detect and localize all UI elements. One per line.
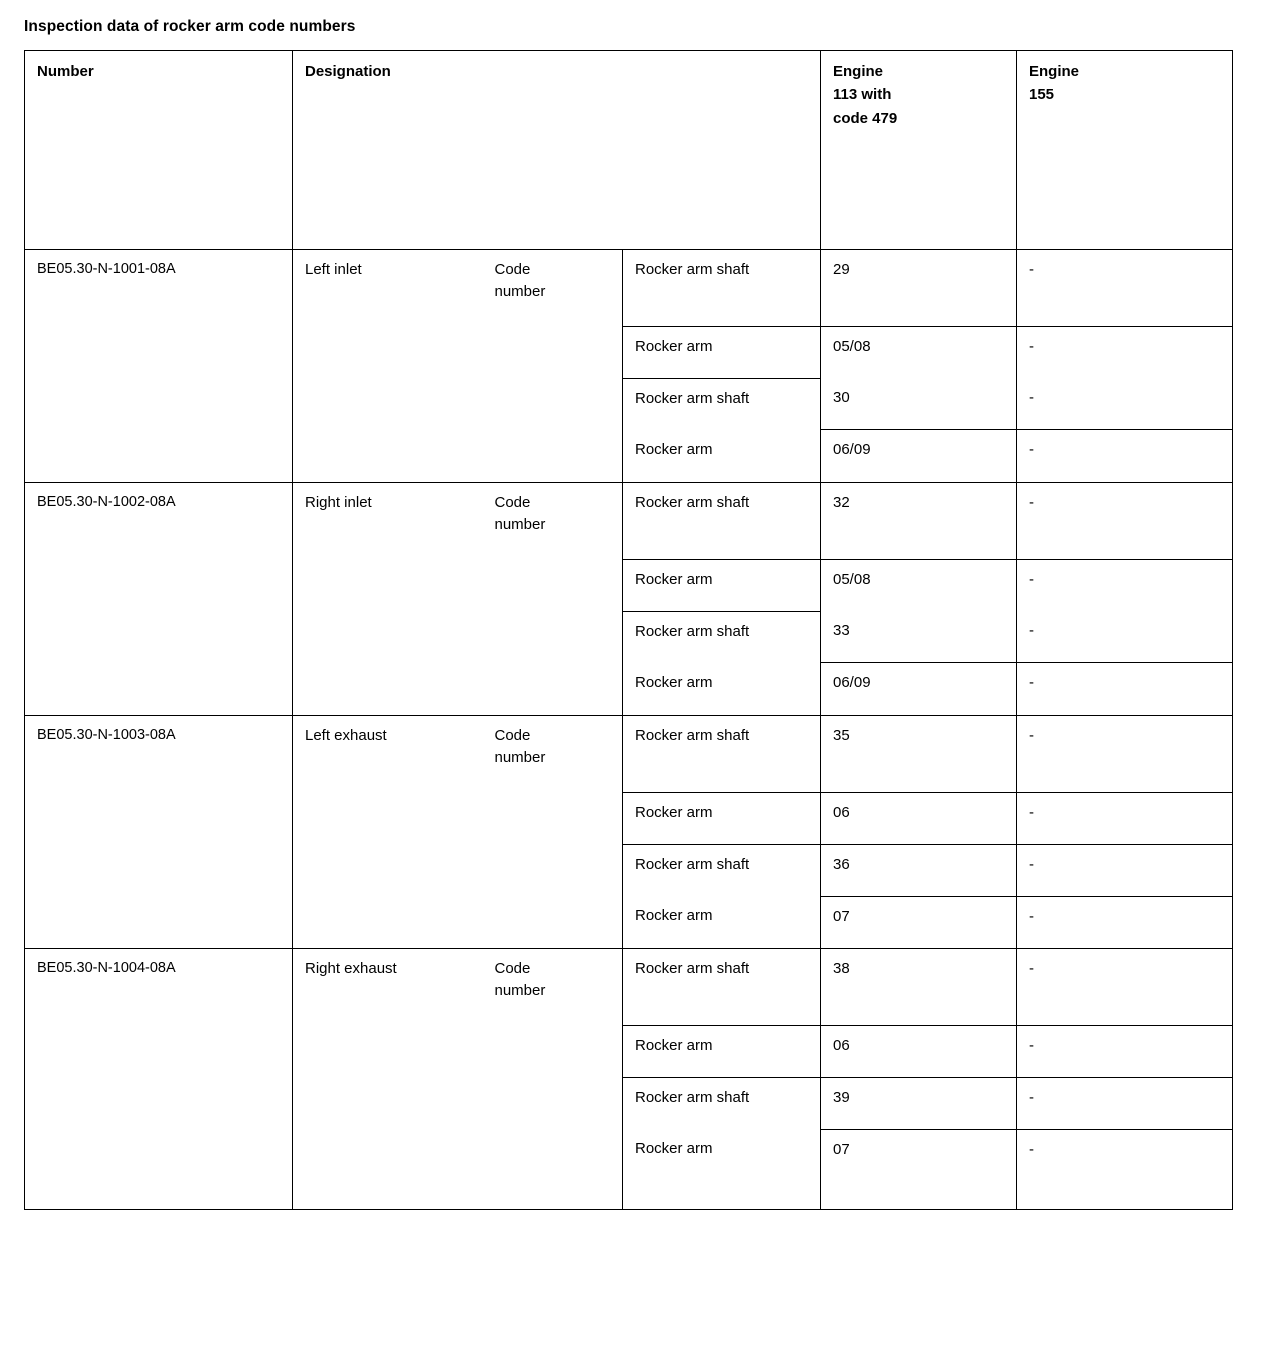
number-value: BE05.30-N-1003-08A (37, 727, 176, 743)
engine-113-value: 29 (833, 261, 850, 278)
engine-113-value: 06/09 (833, 441, 871, 458)
engine-155-value: - (1029, 441, 1034, 458)
part-name: Rocker arm shaft (635, 960, 750, 977)
part-row (623, 430, 820, 482)
cell-designation (293, 250, 483, 483)
engine-113-value: 33 (833, 622, 850, 639)
part-row (623, 949, 820, 1025)
header-label-designation: Designation (305, 63, 391, 80)
part-row (623, 250, 820, 326)
value-row (821, 896, 1016, 948)
part-row (623, 1025, 820, 1077)
value-row (821, 1077, 1016, 1129)
part-row (623, 1129, 820, 1181)
cell-engine-155-values (1017, 250, 1233, 483)
value-row (1017, 1129, 1232, 1181)
header-label-engine-113-line3: code 479 (833, 109, 898, 127)
table-group-row (25, 250, 1233, 483)
cell-engine-113-values (821, 716, 1017, 949)
part-row (623, 559, 820, 611)
header-label-number: Number (37, 63, 94, 80)
part-name: Rocker arm (635, 1037, 713, 1054)
part-name: Rocker arm shaft (635, 261, 750, 278)
value-row (1017, 559, 1232, 611)
cell-code-number-label (483, 483, 623, 716)
group-bottom-spacer (821, 1181, 1016, 1209)
value-row (821, 378, 1016, 430)
code-label-line1: Code (494, 261, 531, 278)
designation-value: Left inlet (305, 261, 362, 278)
code-label-line1: Code (494, 494, 531, 511)
engine-113-value: 35 (833, 727, 850, 744)
value-row (1017, 1077, 1232, 1129)
header-cell-designation (293, 51, 821, 250)
part-name: Rocker arm (635, 571, 713, 588)
value-row (821, 663, 1016, 715)
engine-113-value: 05/08 (833, 571, 871, 588)
engine-155-value: - (1029, 908, 1034, 925)
value-row (1017, 1025, 1232, 1077)
rocker-arm-code-table (24, 50, 1233, 1210)
cell-code-number-label (483, 949, 623, 1210)
cell-engine-155-values (1017, 949, 1233, 1210)
number-value: BE05.30-N-1004-08A (37, 960, 176, 976)
engine-155-value: - (1029, 338, 1034, 355)
part-name: Rocker arm shaft (635, 1089, 750, 1106)
value-row (1017, 844, 1232, 896)
part-row (623, 792, 820, 844)
engine-155-value: - (1029, 389, 1034, 406)
part-name: Rocker arm (635, 674, 713, 691)
designation-value: Right inlet (305, 494, 372, 511)
number-value: BE05.30-N-1001-08A (37, 261, 176, 277)
value-row (821, 1129, 1016, 1181)
header-label-engine-113-line2: 113 with (833, 86, 892, 104)
part-name: Rocker arm (635, 1140, 713, 1157)
value-row (1017, 792, 1232, 844)
engine-113-value: 05/08 (833, 338, 871, 355)
header-label-engine-155-line1: Engine (1029, 63, 1080, 80)
code-label-line2: number (494, 515, 546, 533)
header-label-engine-113-line1: Engine (833, 63, 884, 80)
value-row (821, 559, 1016, 611)
engine-113-value: 06 (833, 804, 850, 821)
table-group-row (25, 949, 1233, 1210)
value-row (1017, 483, 1232, 559)
engine-155-value: - (1029, 856, 1034, 873)
engine-155-value: - (1029, 804, 1034, 821)
cell-designation (293, 716, 483, 949)
engine-113-value: 06/09 (833, 674, 871, 691)
value-row (821, 326, 1016, 378)
part-name: Rocker arm (635, 338, 713, 355)
value-row (821, 949, 1016, 1025)
header-cell-engine-113 (821, 51, 1017, 250)
part-row (623, 663, 820, 715)
value-row (821, 430, 1016, 482)
group-bottom-spacer (623, 1181, 820, 1209)
engine-155-value: - (1029, 1141, 1034, 1158)
cell-engine-155-values (1017, 483, 1233, 716)
engine-155-value: - (1029, 674, 1034, 691)
cell-code-number-label (483, 250, 623, 483)
cell-part-list (623, 483, 821, 716)
part-name: Rocker arm (635, 441, 713, 458)
cell-code-number-label (483, 716, 623, 949)
engine-155-value: - (1029, 960, 1034, 977)
part-name: Rocker arm shaft (635, 856, 750, 873)
table-group-row (25, 483, 1233, 716)
cell-designation (293, 483, 483, 716)
part-row (623, 378, 820, 430)
engine-155-value: - (1029, 727, 1034, 744)
code-label-line2: number (494, 981, 546, 999)
engine-155-value: - (1029, 622, 1034, 639)
cell-designation (293, 949, 483, 1210)
engine-113-value: 38 (833, 960, 850, 977)
engine-113-value: 07 (833, 908, 850, 925)
cell-number (25, 250, 293, 483)
part-name: Rocker arm shaft (635, 494, 750, 511)
designation-value: Right exhaust (305, 960, 397, 977)
page-title: Inspection data of rocker arm code numbers (24, 18, 356, 35)
part-name: Rocker arm shaft (635, 390, 750, 407)
value-row (821, 611, 1016, 663)
header-cell-number (25, 51, 293, 250)
part-row (623, 326, 820, 378)
value-row (1017, 663, 1232, 715)
part-name: Rocker arm (635, 804, 713, 821)
value-row (1017, 716, 1232, 792)
value-row (1017, 250, 1232, 326)
engine-113-value: 39 (833, 1089, 850, 1106)
cell-number (25, 949, 293, 1210)
value-row (1017, 430, 1232, 482)
header-label-engine-155-line2: 155 (1029, 86, 1055, 104)
engine-155-value: - (1029, 1089, 1034, 1106)
part-row (623, 716, 820, 792)
cell-engine-113-values (821, 949, 1017, 1210)
value-row (1017, 611, 1232, 663)
code-label-line1: Code (494, 960, 531, 977)
value-row (821, 792, 1016, 844)
code-label-line2: number (494, 282, 546, 300)
value-row (1017, 896, 1232, 948)
engine-155-value: - (1029, 1037, 1034, 1054)
cell-part-list (623, 250, 821, 483)
engine-113-value: 06 (833, 1037, 850, 1054)
table-group-row (25, 716, 1233, 949)
part-row (623, 1077, 820, 1129)
group-bottom-spacer (1017, 1181, 1232, 1209)
engine-113-value: 30 (833, 389, 850, 406)
value-row (1017, 326, 1232, 378)
part-name: Rocker arm shaft (635, 623, 750, 640)
cell-engine-113-values (821, 483, 1017, 716)
cell-part-list (623, 716, 821, 949)
number-value: BE05.30-N-1002-08A (37, 494, 176, 510)
cell-engine-155-values (1017, 716, 1233, 949)
engine-155-value: - (1029, 494, 1034, 511)
value-row (1017, 378, 1232, 430)
cell-number (25, 716, 293, 949)
code-label-line2: number (494, 748, 546, 766)
value-row (1017, 949, 1232, 1025)
value-row (821, 844, 1016, 896)
part-row (623, 483, 820, 559)
code-label-line1: Code (494, 727, 531, 744)
part-name: Rocker arm shaft (635, 727, 750, 744)
value-row (821, 716, 1016, 792)
engine-113-value: 36 (833, 856, 850, 873)
header-cell-engine-155 (1017, 51, 1233, 250)
table-header-row (25, 51, 1233, 250)
designation-value: Left exhaust (305, 727, 387, 744)
value-row (821, 250, 1016, 326)
engine-113-value: 07 (833, 1141, 850, 1158)
part-row (623, 896, 820, 948)
cell-part-list (623, 949, 821, 1210)
part-row (623, 611, 820, 663)
engine-155-value: - (1029, 571, 1034, 588)
part-name: Rocker arm (635, 907, 713, 924)
engine-113-value: 32 (833, 494, 850, 511)
cell-engine-113-values (821, 250, 1017, 483)
value-row (821, 1025, 1016, 1077)
value-row (821, 483, 1016, 559)
engine-155-value: - (1029, 261, 1034, 278)
cell-number (25, 483, 293, 716)
part-row (623, 844, 820, 896)
